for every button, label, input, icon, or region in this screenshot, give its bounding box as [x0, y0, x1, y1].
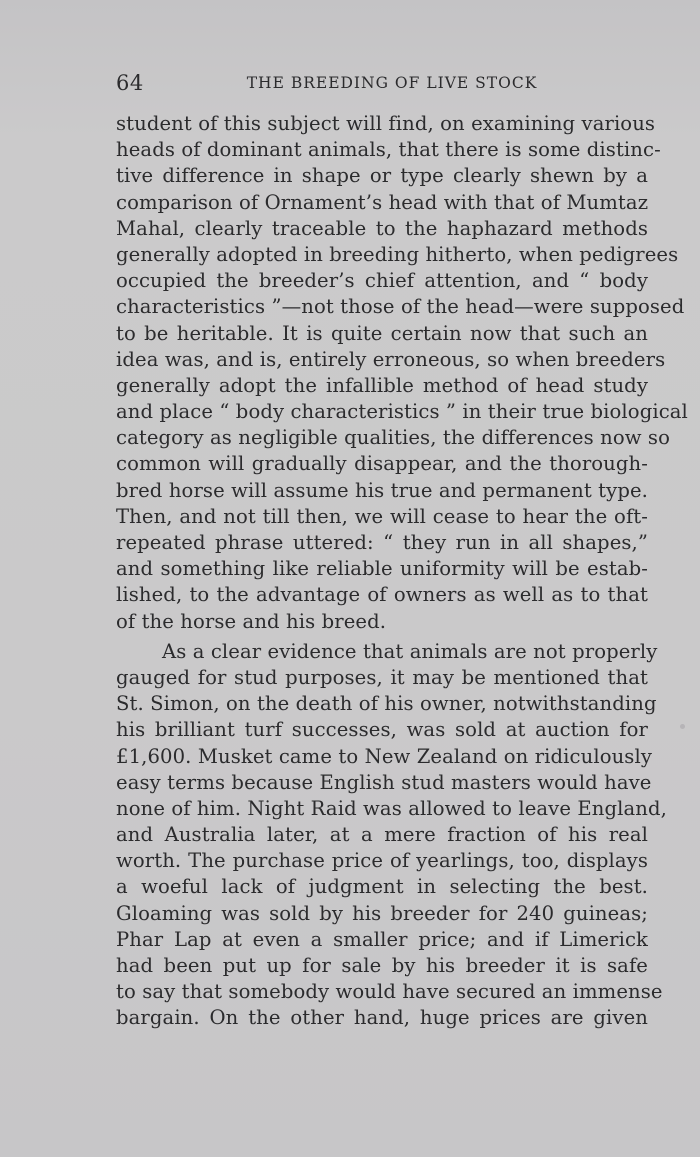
- paper-speck: [680, 724, 685, 729]
- text-line: generally adopted in breeding hitherto, when pedigrees: [116, 242, 679, 266]
- text-line: gauged for stud purposes, it may be mentioned that: [116, 665, 648, 689]
- text-line: worth. The purchase price of yearlings, too, displays: [116, 849, 648, 873]
- paragraph-2: [116, 639, 667, 1032]
- text-line: common will gradually disappear, and the thorough-: [116, 452, 648, 476]
- paragraph-1: [116, 111, 688, 635]
- text-line: had been put up for sale by his breeder it is safe: [116, 954, 648, 977]
- text-line: generally adopt the infallible method of head study: [116, 373, 648, 397]
- text-line: none of him. Night Raid was allowed to leave England,: [116, 796, 667, 820]
- text-line: As a clear evidence that animals are not properly: [162, 639, 658, 663]
- text-line: lished, to the advantage of owners as well as to that: [116, 583, 648, 607]
- text-line: occupied the breeder’s chief attention, and “ body: [116, 269, 648, 293]
- text-line: Then, and not till then, we will cease to hear the oft-: [116, 504, 648, 528]
- page-header: [116, 68, 648, 98]
- text-line: Phar Lap at even a smaller price; and if Limerick: [116, 927, 648, 951]
- text-line: student of this subject will find, on examining various: [116, 112, 656, 135]
- text-line: and place “ body characteristics ” in their true biological: [116, 400, 688, 424]
- text-line: characteristics ”—not those of the head—were supposed: [116, 295, 685, 319]
- text-line: and something like reliable uniformity will be estab-: [116, 557, 648, 581]
- text-line: repeated phrase uttered: “ they run in all shapes,”: [116, 531, 648, 554]
- text-line: a woeful lack of judgment in selecting the best.: [116, 875, 648, 899]
- text-line: St. Simon, on the death of his owner, notwithstanding: [116, 692, 657, 716]
- text-line: of the horse and his breed.: [116, 609, 387, 633]
- text-line: to be heritable. It is quite certain now that such an: [116, 321, 648, 345]
- text-line: heads of dominant animals, that there is some distinc-: [116, 138, 661, 162]
- text-line: bargain. On the other hand, huge prices are given: [116, 1006, 648, 1030]
- text-line: comparison of Ornament’s head with that of Mumtaz: [116, 190, 649, 214]
- text-line: to say that somebody would have secured an immense: [116, 980, 663, 1004]
- text-line: tive difference in shape or type clearly shewn by a: [116, 164, 648, 188]
- text-line: bred horse will assume his true and permanent type.: [116, 478, 648, 502]
- text-line: his brilliant turf successes, was sold at auction for: [116, 718, 648, 742]
- text-line: £1,600. Musket came to New Zealand on ridiculously: [116, 744, 653, 768]
- body-text: [116, 111, 688, 1032]
- text-line: easy terms because English stud masters would have: [116, 770, 652, 794]
- text-line: idea was, and is, entirely erroneous, so when breeders: [116, 347, 666, 371]
- running-head: THE BREEDING OF LIVE STOCK: [246, 74, 538, 92]
- text-line: category as negligible qualities, the differences now so: [116, 426, 670, 450]
- text-line: Mahal, clearly traceable to the haphazard methods: [116, 216, 648, 240]
- text-line: Gloaming was sold by his breeder for 240 guineas;: [116, 901, 648, 925]
- text-line: and Australia later, at a mere fraction of his real: [116, 823, 648, 847]
- page-number: 64: [116, 71, 144, 95]
